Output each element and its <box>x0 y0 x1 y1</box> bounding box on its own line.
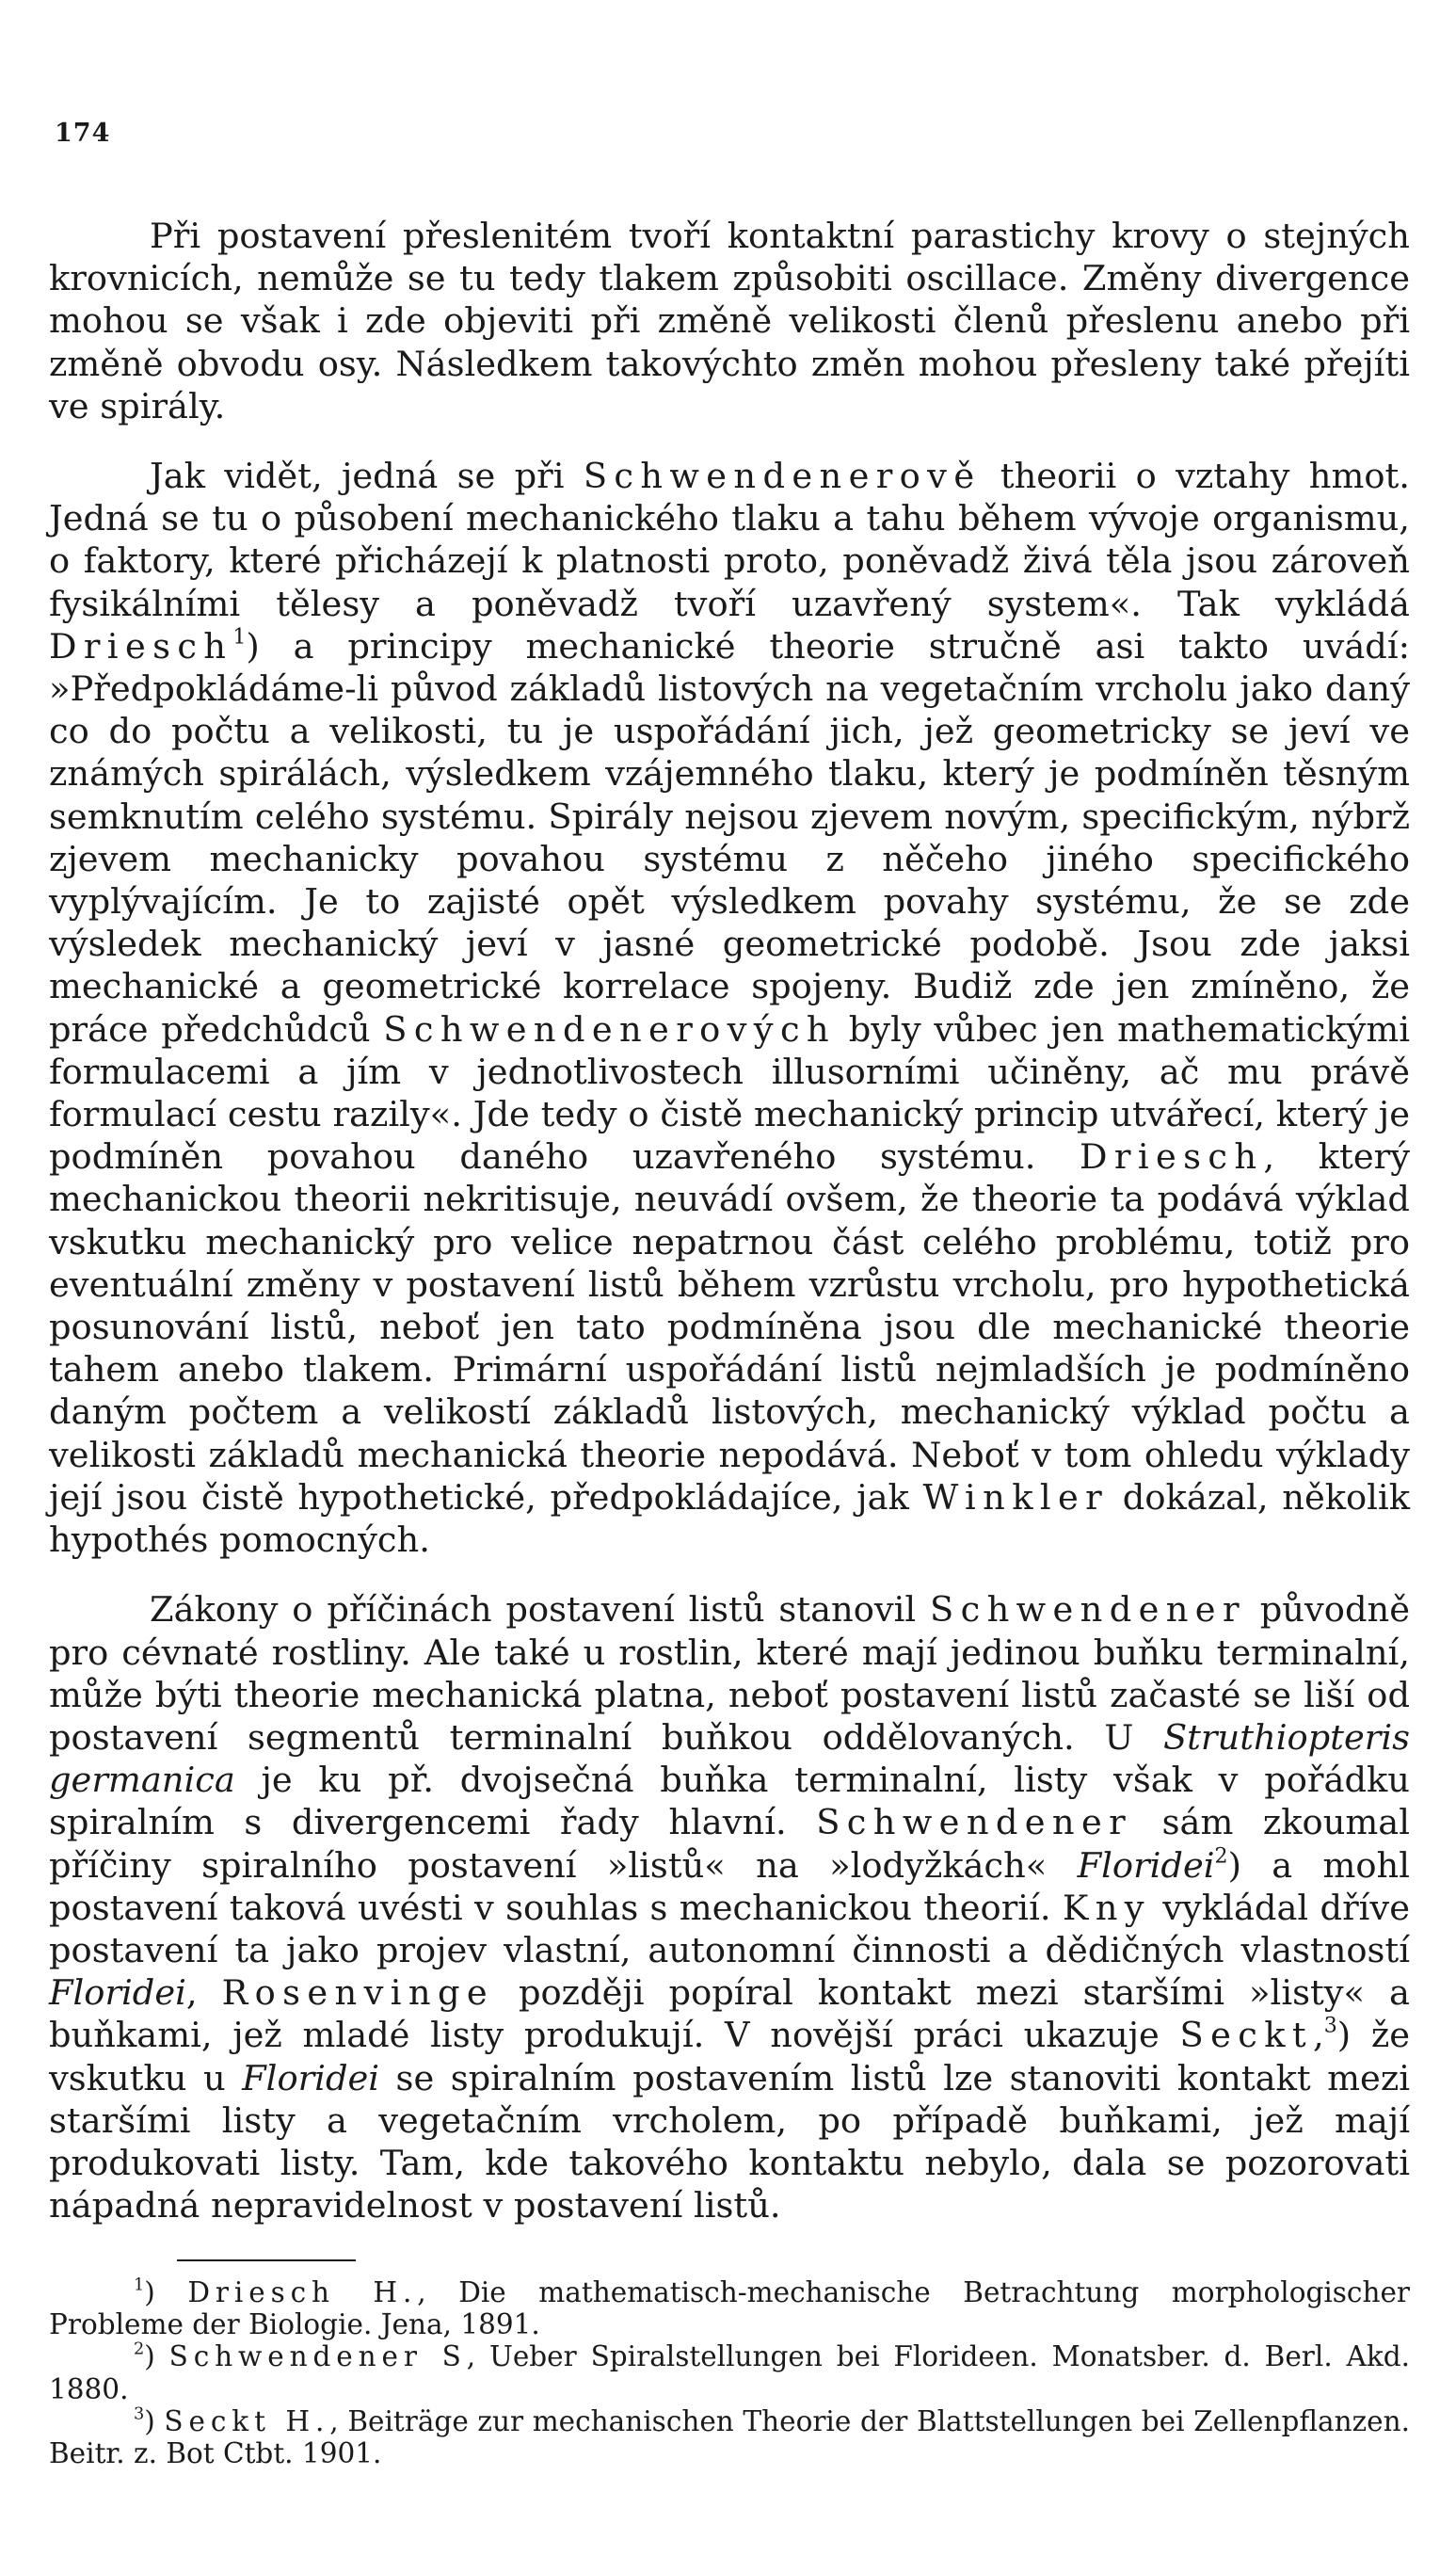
text-run: je ku př. dvojsečná buňka terminalní, listy však v pořádku spiralním s divergencemi řady hlavní. <box>49 1760 1410 1843</box>
taxon-name: Floridei <box>242 2057 380 2098</box>
taxon-name: Floridei <box>1077 1844 1215 1886</box>
footnote-divider <box>177 2259 356 2261</box>
footnotes <box>49 2259 1410 2469</box>
footnote-text: , Die mathematisch-mechanische Betrachtung morphologischer Probleme der Biologie. Jena, 1891. <box>49 2276 1410 2341</box>
footnote-marker: 3 <box>134 2404 145 2424</box>
author-name: Winkler <box>922 1476 1110 1518</box>
author-name: Rosenvinge <box>221 1972 494 2014</box>
text-run: theorii o vztahy hmot. Jedná se tu o působení mechanického tlaku a tahu během vývoje organismu, o faktory, které přicházejí k platnosti proto, poněvadž živá těla jsou zároveň fysikálními tělesy a poněvadž tvoří uzavřený system«. Tak vykládá <box>49 456 1410 624</box>
author-name: Driesch <box>1080 1136 1264 1178</box>
footnote-author: Seckt H. <box>164 2404 330 2437</box>
footnote-ref: 1 <box>232 625 247 650</box>
paragraph-2 <box>49 455 1410 1561</box>
text-run: Zákony o příčinách postavení listů stanovil <box>150 1589 931 1631</box>
taxon-name: Struthiopteris germanica <box>49 1716 1410 1801</box>
text-run: ) a principy mechanické theorie stručně asi takto uvádí: »Předpokládáme-li původ základů listových na vegetačním vrcholu jako daný co do počtu a velikosti, tu je uspořádání jich, jež geometricky se jeví ve známých spirálách, výsledkem vzájemného tlaku, který je podmíněn těsným semknutím celého systému. Spirály nejsou zjevem novým, specifickým, nýbrž zjevem mechanicky povahou systému z něčeho jiného specifického vyplývajícím. Je to zajisté opět výsledkem povahy systému, že se zde výsledek mechanický jeví v jasné geometrické podobě. Jsou zde jaksi mechanické a geometrické korrelace spojeny. Budiž zde jen zmíněno, že práce předchůdců <box>49 625 1410 1050</box>
footnote: $^1$) Driesch H., Die mathematisch-mechanische Betrachtung morphologischer Probleme der Biologie. Jena, 1891. <box>49 2275 1410 2341</box>
text-run: vykládal dříve postavení ta jako projev vlastní, autonomní činnosti a dědičných vlastností <box>49 1887 1410 1970</box>
footnote-text: , Beiträge zur mechanischen Theorie der Blattstellungen bei Zellenpflanzen. Beitr. z. Bot Ctbt. 1901. <box>49 2404 1410 2470</box>
author-name: Driesch <box>49 625 233 667</box>
taxon-name: Floridei <box>49 1972 186 2014</box>
footnote-ref: 2 <box>1214 1844 1228 1869</box>
text-run: se spiralním postavením listů lze stanoviti kontakt mezi staršími listy a vegetačním vrcholem, po případě buňkami, jež mají produkovati listy. Tam, kde takového kontaktu nebylo, dala se pozorovati nápadná nepravidelnost v postavení listů. <box>49 2057 1410 2226</box>
text-run: později popíral kontakt mezi staršími »listy« a buňkami, jež mladé listy produkují. V novější práci ukazuje <box>49 1972 1410 2056</box>
text-run: sám zkoumal příčiny spiralního postavení »listů« na »lodyžkách« <box>49 1802 1411 1886</box>
author-name: Schwendener <box>816 1802 1133 1843</box>
footnote-text: , Ueber Spiralstellungen bei Florideen. Monatsber. d. Berl. Akd. 1880. <box>49 2340 1410 2405</box>
body-text <box>49 215 1410 2254</box>
paragraph-3 <box>49 1588 1410 2226</box>
footnote-marker: 1 <box>134 2275 145 2295</box>
text-run: dokázal, několik hypothés pomocných. <box>49 1476 1411 1561</box>
author-name: Kny <box>1062 1887 1151 1928</box>
footnote: $^2$) Schwendener S, Ueber Spiralstellungen bei Florideen. Monatsber. d. Berl. Akd. 1880. <box>49 2340 1410 2405</box>
footnote: $^3$) Seckt H., Beiträge zur mechanischen Theorie der Blattstellungen bei Zellenpflanzen. Beitr. z. Bot Ctbt. 1901. <box>49 2404 1410 2470</box>
text-run: , <box>185 1972 222 2014</box>
text-run: ) že vskutku u <box>49 2015 1411 2098</box>
paragraph-1: Při postavení přeslenitém tvoří kontaktní parastichy krovy o stejných krovnicích, nemůže se tu tedy tlakem způsobiti oscillace. Změny divergence mohou se však i zde objeviti při změně velikosti členů přeslenu anebo při změně obvodu osy. Následkem takovýchto změn mohou přesleny také přejíti ve spirály. <box>49 216 1410 426</box>
text-run: Jak vidět, jedná se při <box>150 456 584 497</box>
author-name: Seckt <box>1179 2015 1314 2056</box>
author-name: Schwendenerově <box>583 456 982 497</box>
footnote-ref: 3 <box>1323 2014 1337 2038</box>
author-name: Schwendener <box>930 1589 1246 1631</box>
text-run: byly vůbec jen mathematickými formulacemi a jím v jednotlivostech illusorními učiněny, ač mu právě formulací cestu razily«. Jde tedy o čistě mechanický princip utvářecí, který je podmíněn povahou daného uzavřeného systému. <box>49 1008 1410 1178</box>
text-run: původně pro cévnaté rostliny. Ale také u rostlin, které mají jedinou buňku terminalní, může býti theorie mechanická platna, neboť postavení listů začasté se liší od postavení segmentů terminalní buňkou oddělovaných. U <box>49 1589 1410 1758</box>
text-run: , který mechanickou theorii nekritisuje, neuvádí ovšem, že theorie ta podává výklad vskutku mechanický pro velice nepatrnou část celého problému, totiž pro eventuální změny v postavení listů během vzrůstu vrcholu, pro hypothetická posunování listů, neboť jen tato podmíněna jsou dle mechanické theorie tahem anebo tlakem. Primární uspořádání listů nejmladších je podmíněno daným počtem a velikostí základů listových, mechanický výklad počtu a velikosti základů mechanická theorie nepodává. Neboť v tom ohledu výklady její jsou čistě hypothetické, předpokládajíce, jak <box>49 1136 1410 1518</box>
footnote-marker: 2 <box>134 2340 145 2360</box>
footnote-author: Driesch H. <box>187 2276 418 2308</box>
text-run: , <box>1313 2015 1324 2056</box>
footnote-author: Schwendener S <box>168 2340 467 2373</box>
author-name: Schwendenerových <box>383 1008 836 1050</box>
page-number: 174 <box>55 119 111 148</box>
text-run: ) a mohl postavení taková uvésti v souhlas s mechanickou theorií. <box>49 1844 1411 1928</box>
